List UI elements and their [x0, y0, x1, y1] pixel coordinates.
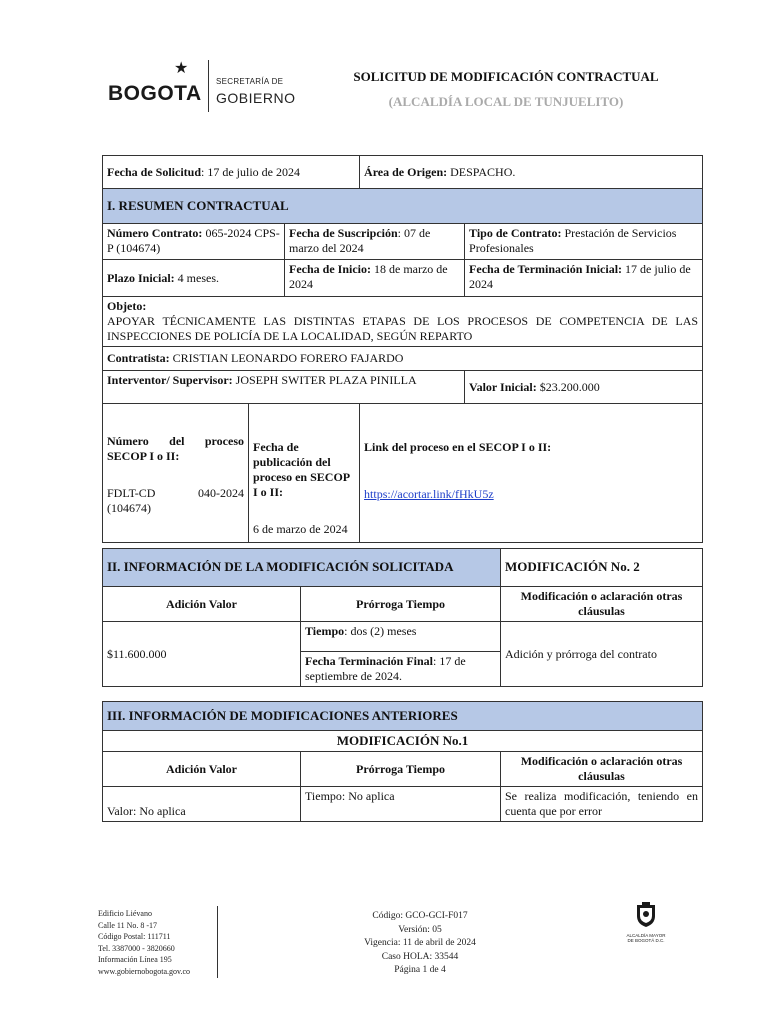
prev-col-otras-clausulas: Modificación o aclaración otras cláusulas	[501, 752, 703, 787]
address-line: Información Línea 195	[98, 955, 172, 964]
address-line: Calle 11 No. 8 -17	[98, 920, 158, 930]
modification-number: MODIFICACIÓN No. 2	[501, 549, 703, 587]
star-icon: ★	[174, 60, 189, 77]
section-3-title: III. INFORMACIÓN DE MODIFICACIONES ANTERIORES	[103, 702, 703, 731]
col-prorroga-tiempo: Prórroga Tiempo	[301, 587, 501, 622]
footer-document-info	[320, 910, 520, 978]
footer-codigo: Código: GCO-GCI-F017	[372, 911, 468, 921]
section-2-title: II. INFORMACIÓN DE LA MODIFICACIÓN SOLICITADA	[103, 549, 501, 587]
logo-divider	[208, 60, 209, 112]
modification-requested-table	[102, 548, 703, 687]
website-link[interactable]: www.gobiernobogota.gov.co	[98, 966, 191, 976]
footer-caso: Caso HOLA: 33544	[381, 951, 459, 962]
fecha-suscripcion-cell: Fecha de Suscripción: 07 de marzo del 2024	[285, 224, 465, 260]
document-title: SOLICITUD DE MODIFICACIÓN CONTRACTUAL	[353, 69, 659, 84]
fecha-solicitud-cell: Fecha de Solicitud: 17 de julio de 2024	[103, 156, 360, 189]
fecha-final-cell: Fecha Terminación Final: 17 de septiembre de 2024.	[301, 652, 501, 687]
bogota-gobierno-logo	[108, 60, 298, 116]
secop-process-link[interactable]: https://acortar.link/fHkU5z	[364, 487, 494, 501]
col-otras-clausulas: Modificación o aclaración otras cláusulas	[501, 587, 703, 622]
prev-adicion-cell: Valor: No aplica	[103, 787, 301, 822]
valor-inicial-cell: Valor Inicial: $23.200.000	[465, 371, 703, 404]
secop-fecha-cell: Fecha de publicación del proceso en SECOP I o II: 6 de marzo de 2024	[249, 404, 360, 543]
numero-contrato-cell: Número Contrato: 065-2024 CPS- P (104674)	[103, 224, 285, 260]
address-line: Código Postal: 111711	[98, 932, 171, 941]
previous-modifications-table	[102, 701, 703, 822]
footer-vigencia: Vigencia: 11 de abril de 2024	[364, 938, 476, 948]
request-row	[103, 156, 703, 189]
secop-numero-cell: Número del proceso SECOP I o II: FDLT-CD 040-2024 (104674)	[103, 404, 249, 543]
alcaldia-mayor-logo: ALCALDÍA MAYOR DE BOGOTÁ D.C.	[620, 902, 672, 952]
address-line: Edificio Liévano	[98, 909, 152, 918]
footer-version: Versión: 05	[398, 924, 442, 935]
fecha-inicio-cell: Fecha de Inicio: 18 de marzo de 2024	[285, 260, 465, 297]
logo-city-text: BOGOTA	[108, 82, 202, 105]
contract-summary-table	[102, 155, 703, 543]
objeto-cell: Objeto: APOYAR TÉCNICAMENTE LAS DISTINTAS ETAPAS DE LOS PROCESOS DE COMPETENCIA DE LAS INSPECCIONES DE POLICÍA DE LA LOCALIDAD, SEGÚN REPARTO	[103, 297, 703, 347]
interventor-cell: Interventor/ Supervisor: JOSEPH SWITER PLAZA PINILLA	[103, 371, 465, 404]
tiempo-cell: Tiempo: dos (2) meses	[301, 622, 501, 652]
fecha-terminacion-cell: Fecha de Terminación Inicial: 17 de julio de 2024	[465, 260, 703, 297]
col-adicion-valor: Adición Valor	[103, 587, 301, 622]
prev-col-adicion-valor: Adición Valor	[103, 752, 301, 787]
coat-of-arms-icon	[635, 902, 657, 928]
prev-col-prorroga-tiempo: Prórroga Tiempo	[301, 752, 501, 787]
otras-clausulas-cell: Adición y prórroga del contrato	[501, 622, 703, 687]
plazo-inicial-cell: Plazo Inicial: 4 meses.	[103, 260, 285, 297]
tipo-contrato-cell: Tipo de Contrato: Prestación de Servicios Profesionales	[465, 224, 703, 260]
prev-prorroga-cell: Tiempo: No aplica	[301, 787, 501, 822]
prev-otras-cell: Se realiza modificación, teniendo en cuenta que por error	[501, 787, 703, 822]
secop-link-cell: Link del proceso en el SECOP I o II: https://acortar.link/fHkU5z	[360, 404, 703, 543]
footer-pagina: Página 1 de 4	[394, 965, 446, 975]
area-origen-cell: Área de Origen: DESPACHO.	[360, 156, 703, 189]
document-subtitle: (ALCALDÍA LOCAL DE TUNJUELITO)	[388, 94, 624, 109]
adicion-valor-cell: $11.600.000	[103, 622, 301, 687]
footer-address	[98, 908, 190, 977]
contratista-cell: Contratista: CRISTIAN LEONARDO FORERO FAJARDO	[103, 347, 703, 371]
logo-gobierno-text: GOBIERNO	[216, 90, 296, 106]
logo-secretaria-text: SECRETARÍA DE	[216, 77, 284, 86]
footer-divider	[217, 906, 218, 978]
section-1-title: I. RESUMEN CONTRACTUAL	[103, 189, 703, 224]
address-line: Tel. 3387000 - 3820660	[98, 943, 175, 953]
page-header	[0, 0, 768, 150]
previous-modification-number: MODIFICACIÓN No.1	[103, 731, 703, 752]
